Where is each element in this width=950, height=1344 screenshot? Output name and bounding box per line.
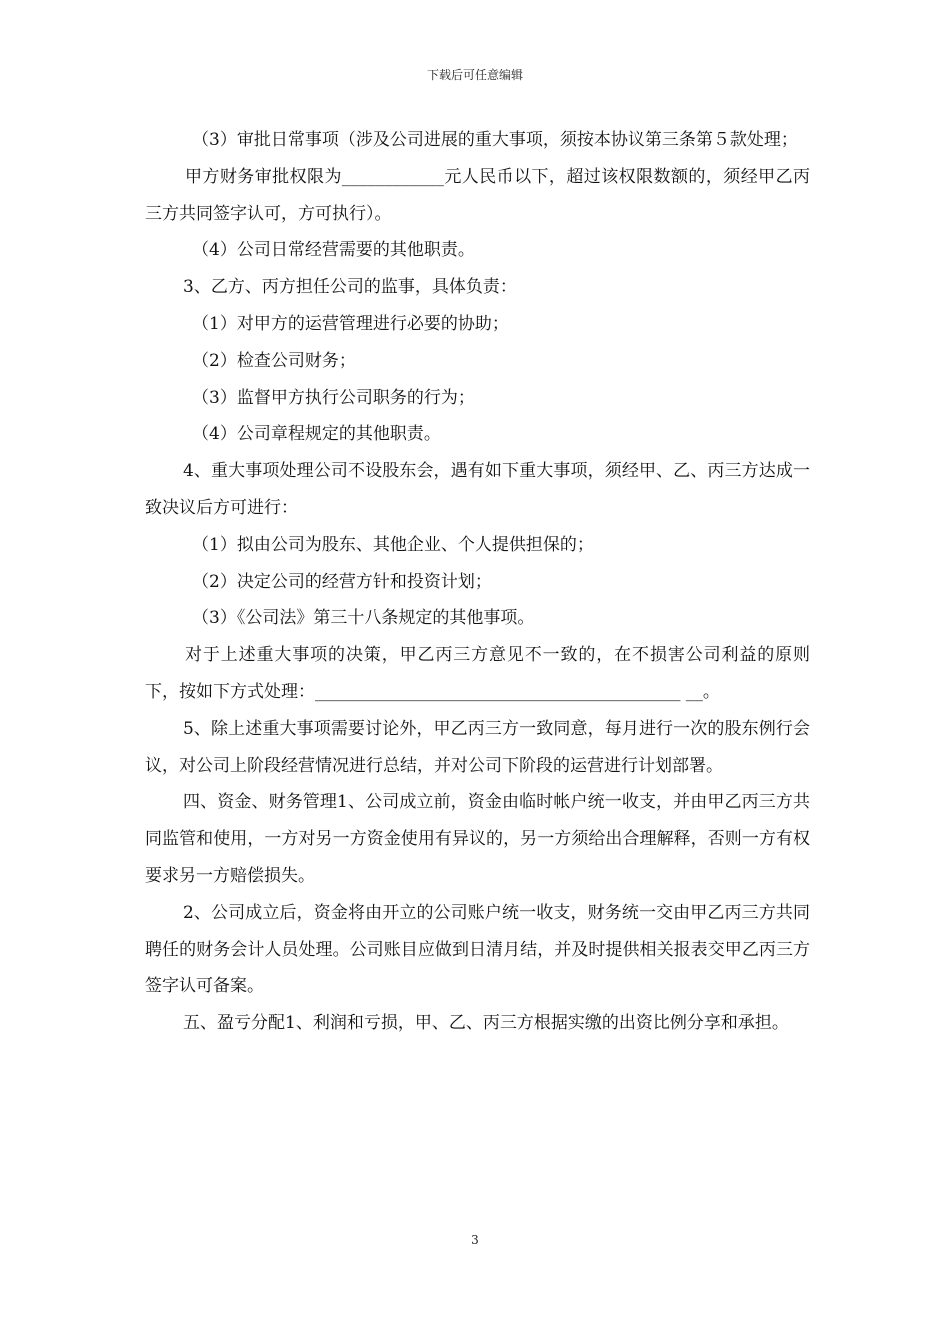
list-item-supervisor-2: （2）检查公司财务； — [192, 350, 356, 371]
page-number: 3 — [471, 1233, 479, 1247]
paragraph-finance-approval-limit: 甲方财务审批权限为____________元人民币以下，超过该权限数额的，须经甲乙丙三方共同签字认可，方可执行）。 — [145, 166, 810, 224]
page-header: 下载后可任意编辑 — [426, 68, 523, 82]
list-item-major-3: （3）《公司法》第三十八条规定的其他事项。 — [192, 608, 535, 629]
paragraph-after-establishment: 2、公司成立后，资金将由开立的公司账户统一收支，财务统一交由甲乙丙三方共同聘任的财务会计人员处理。公司账目应做到日清月结，并及时提供相关报表交甲乙丙三方签字认可备案。 — [145, 902, 810, 997]
paragraph-major-matters: 4、重大事项处理公司不设股东会，遇有如下重大事项，须经甲、乙、丙三方达成一致决议后方可进行： — [145, 461, 810, 518]
list-item-supervisor-3: （3）监督甲方执行公司职务的行为； — [192, 387, 475, 408]
list-item-major-1: （1）拟由公司为股东、其他企业、个人提供担保的； — [192, 534, 594, 555]
paragraph-section-five-profit: 五、盈亏分配1、利润和亏损，甲、乙、丙三方根据实缴的出资比例分享和承担。 — [183, 1013, 789, 1034]
paragraph-disagreement-handling: 对于上述重大事项的决策，甲乙丙三方意见不一致的，在不损害公司利益的原则下，按如下方式处理：___________________________________________ __。 — [145, 645, 810, 702]
paragraph-section-four-funds: 四、资金、财务管理1、公司成立前，资金由临时帐户统一收支，并由甲乙丙三方共同监管和使用，一方对另一方资金使用有异议的，另一方须给出合理解释，否则一方有权要求另一方赔偿损失。 — [145, 792, 810, 886]
list-item-supervisor-4: （4）公司章程规定的其他职责。 — [192, 424, 441, 445]
paragraph-supervisors: 3、乙方、丙方担任公司的监事，具体负责： — [183, 277, 517, 298]
document-body — [145, 122, 810, 1042]
list-item-supervisor-1: （1）对甲方的运营管理进行必要的协助； — [192, 313, 509, 334]
paragraph-monthly-meeting: 5、除上述重大事项需要讨论外，甲乙丙三方一致同意，每月进行一次的股东例行会议，对公司上阶段经营情况进行总结，并对公司下阶段的运营进行计划部署。 — [145, 718, 810, 776]
paragraph-approve-daily-matters: （3）审批日常事项（涉及公司进展的重大事项，须按本协议第三条第５款处理； — [192, 130, 798, 150]
list-item-major-2: （2）决定公司的经营方针和投资计划； — [192, 571, 492, 592]
paragraph-other-duties: （4）公司日常经营需要的其他职责。 — [192, 240, 475, 261]
